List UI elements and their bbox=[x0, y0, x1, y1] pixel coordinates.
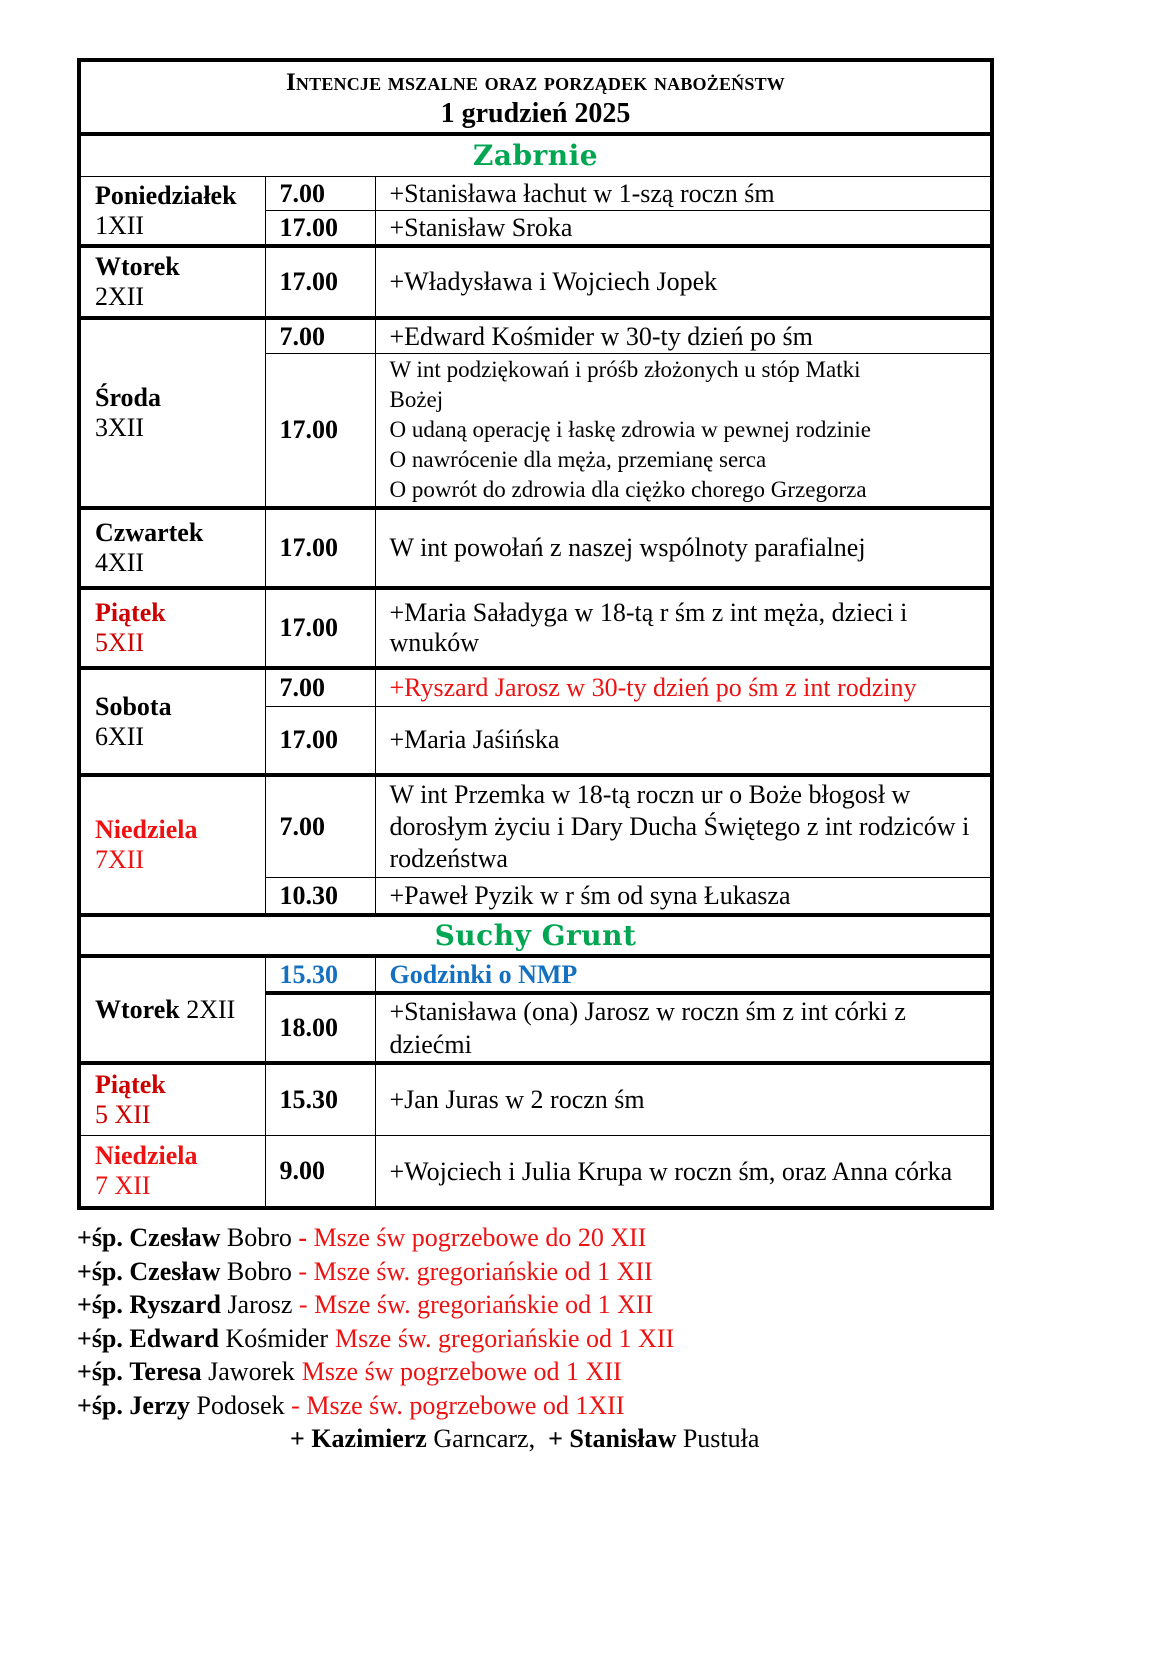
day-date: 2XII bbox=[95, 282, 145, 311]
mass-time: 17.00 bbox=[265, 211, 375, 247]
note-text: Msze św pogrzebowe od 1 XII bbox=[301, 1357, 622, 1386]
footer-line bbox=[77, 1422, 997, 1456]
day-date: 7 XII bbox=[95, 1171, 151, 1200]
note-line bbox=[77, 1322, 997, 1356]
day-cell bbox=[79, 588, 265, 668]
table-row bbox=[79, 1136, 992, 1209]
day-name: Poniedziałek bbox=[95, 180, 237, 210]
day-name: Wtorek bbox=[95, 252, 180, 281]
note-prefix: +śp. bbox=[77, 1390, 123, 1420]
note-line bbox=[77, 1221, 997, 1255]
note-prefix: +śp. bbox=[77, 1323, 123, 1353]
mass-intention: W int powołań z naszej wspólnoty parafialnej bbox=[375, 508, 992, 588]
day-date: 5XII bbox=[95, 628, 145, 657]
note-first-name: Jerzy bbox=[129, 1390, 191, 1420]
note-line bbox=[77, 1255, 997, 1289]
day-name: Piątek bbox=[95, 1070, 166, 1099]
day-date: 2XII bbox=[186, 994, 236, 1024]
day-cell bbox=[79, 1136, 265, 1209]
mass-intention: W int Przemka w 18-tą roczn ur o Boże błogosł w dorosłym życiu i Dary Ducha Świętego z int rodziców i rodzeństwa bbox=[375, 775, 992, 878]
footer-last-name: Garncarz, bbox=[433, 1424, 536, 1453]
mass-intention: +Stanisława (ona) Jarosz w roczn śm z int córki z dziećmi bbox=[375, 993, 992, 1063]
table-row bbox=[79, 775, 992, 878]
day-date: 7XII bbox=[95, 845, 145, 874]
note-last-name: Podosek bbox=[196, 1390, 285, 1420]
note-line bbox=[77, 1355, 997, 1389]
table-row bbox=[79, 668, 992, 707]
header-row bbox=[79, 60, 992, 134]
mass-time: 17.00 bbox=[265, 588, 375, 668]
mass-intention: +Maria Jaśińska bbox=[375, 707, 992, 776]
mass-time: 7.00 bbox=[265, 318, 375, 354]
mass-time: 10.30 bbox=[265, 878, 375, 916]
day-cell bbox=[79, 508, 265, 588]
table-row bbox=[79, 246, 992, 318]
table-row bbox=[79, 588, 992, 668]
note-separator: - bbox=[298, 1223, 308, 1252]
table-row bbox=[79, 956, 992, 993]
day-cell bbox=[79, 956, 265, 1063]
place-row-suchy-grunt bbox=[79, 915, 992, 956]
day-date: 1XII bbox=[95, 210, 145, 240]
intention-line: O nawrócenie dla męża, przemianę serca bbox=[389, 447, 767, 472]
place-heading: Suchy Grunt bbox=[79, 915, 992, 956]
note-separator: - bbox=[298, 1290, 308, 1319]
note-first-name: Teresa bbox=[129, 1357, 202, 1386]
day-date: 3XII bbox=[95, 413, 145, 442]
footer-prefix: + bbox=[290, 1424, 305, 1453]
mass-time: 17.00 bbox=[265, 354, 375, 509]
mass-intention: +Edward Kośmider w 30-ty dzień po śm bbox=[375, 318, 992, 354]
schedule-sheet bbox=[77, 58, 990, 1210]
header-cell bbox=[79, 60, 992, 134]
intention-line: W int podziękowań i próśb złożonych u stóp Matki bbox=[389, 357, 861, 382]
intention-line: O udaną operację i łaskę zdrowia w pewnej rodzinie bbox=[389, 417, 872, 442]
note-prefix: +śp. bbox=[77, 1290, 123, 1319]
table-row bbox=[79, 177, 992, 211]
mass-time: 17.00 bbox=[265, 707, 375, 776]
day-cell bbox=[79, 177, 265, 247]
day-cell bbox=[79, 246, 265, 318]
note-text: Msze św pogrzebowe do 20 XII bbox=[313, 1223, 647, 1252]
devotion-title: Godzinki o NMP bbox=[375, 956, 992, 993]
footer-last-name: Pustuła bbox=[682, 1424, 760, 1453]
note-first-name: Czesław bbox=[129, 1256, 221, 1286]
mass-intention: +Stanisław Sroka bbox=[375, 211, 992, 247]
day-date: 5 XII bbox=[95, 1100, 151, 1129]
mass-intention: +Stanisława łachut w 1-szą roczn śm bbox=[375, 177, 992, 211]
note-separator: - bbox=[291, 1390, 300, 1420]
note-last-name: Bobro bbox=[226, 1223, 292, 1252]
mass-time: 17.00 bbox=[265, 246, 375, 318]
mass-intention: +Jan Juras w 2 roczn śm bbox=[375, 1063, 992, 1136]
mass-time: 15.30 bbox=[265, 956, 375, 993]
day-date: 6XII bbox=[95, 721, 145, 751]
day-date: 4XII bbox=[95, 548, 145, 577]
note-text: Msze św. gregoriańskie od 1 XII bbox=[335, 1323, 675, 1353]
note-text: Msze św. pogrzebowe od 1XII bbox=[306, 1390, 625, 1420]
note-prefix: +śp. bbox=[77, 1256, 123, 1286]
note-line bbox=[77, 1288, 997, 1322]
note-separator: - bbox=[298, 1256, 308, 1286]
day-cell bbox=[79, 1063, 265, 1136]
mass-intention: +Wojciech i Julia Krupa w roczn śm, oraz Anna córka bbox=[375, 1136, 992, 1209]
place-heading: Zabrnie bbox=[79, 134, 992, 177]
note-first-name: Edward bbox=[129, 1323, 219, 1353]
page-date: 1 grudzień 2025 bbox=[440, 98, 631, 129]
footer-first-name: Stanisław bbox=[569, 1424, 677, 1453]
footer-prefix: + bbox=[548, 1424, 563, 1453]
mass-time: 7.00 bbox=[265, 668, 375, 707]
mass-intention bbox=[375, 354, 992, 509]
mass-schedule-table bbox=[77, 58, 994, 1210]
notes-list bbox=[77, 1221, 997, 1456]
mass-intention: +Władysława i Wojciech Jopek bbox=[375, 246, 992, 318]
note-text: Msze św. gregoriańskie od 1 XII bbox=[313, 1256, 653, 1286]
note-last-name: Jaworek bbox=[208, 1357, 295, 1386]
mass-time: 15.30 bbox=[265, 1063, 375, 1136]
note-last-name: Bobro bbox=[226, 1256, 292, 1286]
table-row bbox=[79, 318, 992, 354]
mass-intention: +Maria Saładyga w 18-tą r śm z int męża, dzieci i wnuków bbox=[375, 588, 992, 668]
mass-time: 18.00 bbox=[265, 993, 375, 1063]
note-text: Msze św. gregoriańskie od 1 XII bbox=[314, 1290, 654, 1319]
note-line bbox=[77, 1389, 997, 1423]
table-row bbox=[79, 508, 992, 588]
note-first-name: Czesław bbox=[129, 1223, 221, 1252]
day-name: Środa bbox=[95, 383, 161, 412]
day-name: Czwartek bbox=[95, 518, 204, 547]
day-name: Niedziela bbox=[95, 815, 198, 844]
day-name: Niedziela bbox=[95, 1141, 198, 1170]
intention-line: O powrót do zdrowia dla ciężko chorego Grzegorza bbox=[389, 477, 867, 502]
day-name: Piątek bbox=[95, 598, 166, 627]
mass-time: 17.00 bbox=[265, 508, 375, 588]
intention-line: Bożej bbox=[389, 387, 444, 412]
note-prefix: +śp. bbox=[77, 1223, 123, 1252]
note-prefix: +śp. bbox=[77, 1357, 123, 1386]
note-last-name: Jarosz bbox=[227, 1290, 293, 1319]
page-title: Intencje mszalne oraz porządek nabożeństw bbox=[285, 69, 785, 96]
day-cell bbox=[79, 318, 265, 508]
place-row-zabrnie bbox=[79, 134, 992, 177]
mass-time: 7.00 bbox=[265, 177, 375, 211]
day-cell bbox=[79, 775, 265, 915]
mass-intention: +Paweł Pyzik w r śm od syna Łukasza bbox=[375, 878, 992, 916]
mass-time: 7.00 bbox=[265, 775, 375, 878]
day-cell bbox=[79, 668, 265, 775]
table-row bbox=[79, 1063, 992, 1136]
note-first-name: Ryszard bbox=[129, 1290, 221, 1319]
mass-time: 9.00 bbox=[265, 1136, 375, 1209]
mass-intention: +Ryszard Jarosz w 30-ty dzień po śm z int rodziny bbox=[375, 668, 992, 707]
footer-first-name: Kazimierz bbox=[311, 1424, 427, 1453]
day-name: Wtorek bbox=[95, 994, 180, 1024]
note-last-name: Kośmider bbox=[225, 1323, 329, 1353]
day-name: Sobota bbox=[95, 691, 172, 721]
